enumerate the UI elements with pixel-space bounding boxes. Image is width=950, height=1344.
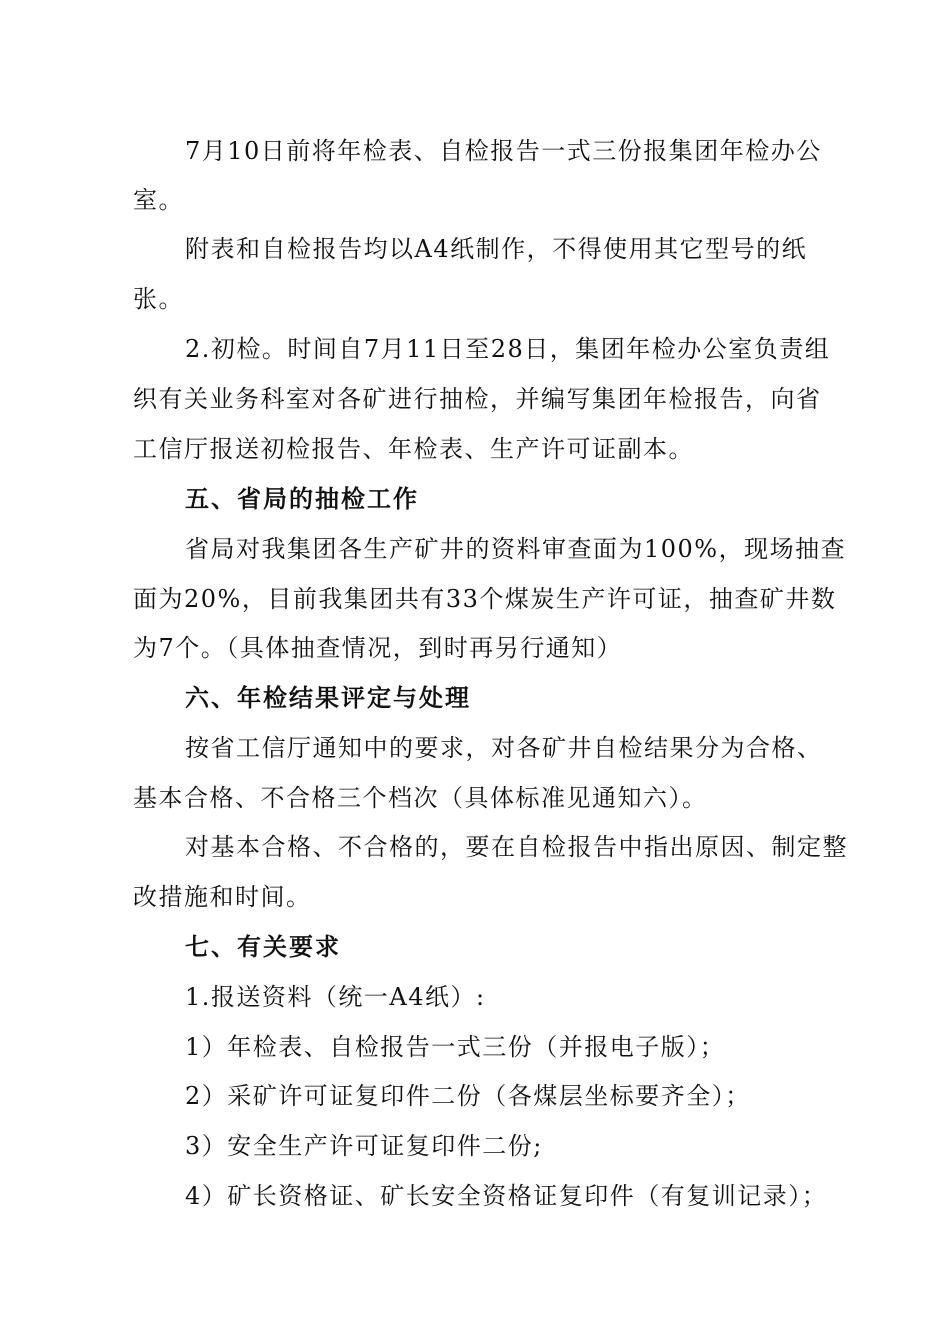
list-item: 2）采矿许可证复印件二份（各煤层坐标要齐全）； (185, 1082, 751, 1110)
paragraph-initial-check-line2: 织有关业务科室对各矿进行抽检，并编写集团年检报告，向省 (133, 385, 822, 413)
paragraph-initial-check-line3: 工信厅报送初检报告、年检表、生产许可证副本。 (133, 435, 694, 463)
section-heading-7: 七、有关要求 (185, 933, 341, 961)
section6-p2-line1: 对基本合格、不合格的，要在自检报告中指出原因、制定整 (185, 833, 848, 861)
paragraph-initial-check-line1: 2.初检。时间自7月11日至28日，集团年检办公室负责组 (185, 335, 831, 363)
section-heading-5: 五、省局的抽检工作 (185, 485, 419, 513)
section6-p1-line2: 基本合格、不合格三个档次（具体标准见通知六）。 (133, 784, 708, 812)
paragraph-a4-line2: 张。 (133, 285, 184, 313)
section-heading-6: 六、年检结果评定与处理 (185, 684, 471, 712)
paragraph-deadline-line2: 室。 (133, 186, 184, 214)
list-item: 3）安全生产许可证复印件二份; (185, 1132, 543, 1160)
section6-p1-line1: 按省工信厅通知中的要求，对各矿井自检结果分为合格、 (185, 734, 823, 762)
paragraph-a4-line1: 附表和自检报告均以A4纸制作，不得使用其它型号的纸 (185, 235, 808, 263)
paragraph-deadline-line1: 7月10日前将年检表、自检报告一式三份报集团年检办公 (185, 137, 822, 165)
section5-line1: 省局对我集团各生产矿井的资料审查面为100%，现场抽查 (185, 535, 847, 563)
list-item: 1）年检表、自检报告一式三份（并报电子版）； (185, 1033, 726, 1061)
section5-line3: 为7个。（具体抽查情况，到时再另行通知） (133, 634, 623, 662)
list-item: 4）矿长资格证、矿长安全资格证复印件（有复训记录）； (185, 1182, 828, 1210)
section7-item1: 1.报送资料（统一A4纸）: (185, 983, 486, 1011)
section6-p2-line2: 改措施和时间。 (133, 883, 312, 911)
section5-line2: 面为20%，目前我集团共有33个煤炭生产许可证，抽查矿井数 (133, 585, 837, 613)
